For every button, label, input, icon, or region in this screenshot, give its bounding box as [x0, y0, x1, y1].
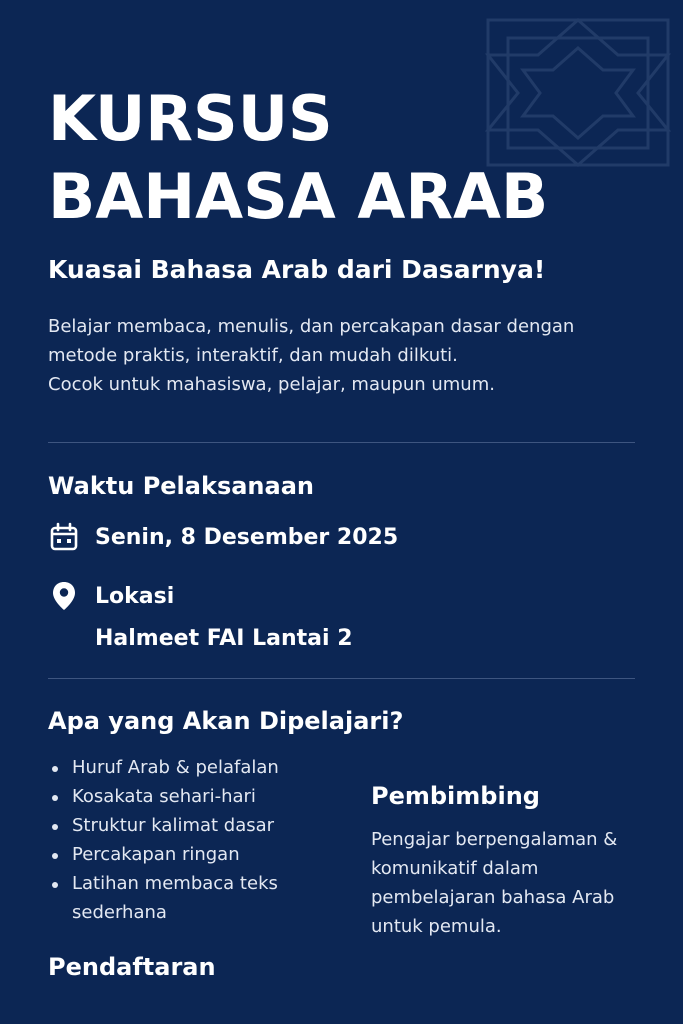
mentor-line: Pengajar berpengalaman & — [371, 829, 618, 850]
intro-line: Belajar membaca, menulis, dan percakapan dasar dengan — [48, 316, 575, 337]
location-row — [48, 580, 174, 612]
mentor-line: untuk pemula. — [371, 916, 502, 937]
poster-title — [48, 80, 548, 236]
list-item: Latihan membaca teks sederhana — [50, 869, 307, 927]
list-item: Huruf Arab & pelafalan — [50, 753, 350, 782]
list-item: Kosakata sehari-hari — [50, 782, 350, 811]
location-label: Lokasi — [95, 583, 175, 609]
list-item: Percakapan ringan — [50, 840, 350, 869]
title-line-1: KURSUS — [48, 82, 333, 155]
event-date: Senin, 8 Desember 2025 — [95, 524, 399, 550]
intro-line: Cocok untuk mahasiswa, pelajar, maupun umum. — [48, 374, 495, 395]
registration-heading: Pendaftaran — [48, 953, 216, 981]
calendar-icon — [48, 521, 80, 553]
mentor-line: pembelajaran bahasa Arab — [371, 887, 615, 908]
divider — [48, 678, 635, 679]
map-pin-icon — [48, 580, 80, 612]
location-value: Halmeet FAI Lantai 2 — [95, 626, 353, 651]
topics-heading: Apa yang Akan Dipelajari? — [48, 707, 404, 735]
mentor-description — [371, 825, 661, 941]
list-item: Struktur kalimat dasar — [50, 811, 350, 840]
tagline: Kuasai Bahasa Arab dari Dasarnya! — [48, 255, 546, 284]
divider — [48, 442, 635, 443]
intro-paragraph — [48, 312, 648, 399]
mentor-line: komunikatif dalam — [371, 858, 539, 879]
title-line-2: BAHASA ARAB — [48, 160, 549, 233]
mentor-heading: Pembimbing — [371, 782, 540, 810]
date-row — [48, 521, 398, 553]
topics-list — [50, 753, 350, 927]
intro-line: metode praktis, interaktif, dan mudah dilkuti. — [48, 345, 458, 366]
schedule-heading: Waktu Pelaksanaan — [48, 472, 314, 500]
